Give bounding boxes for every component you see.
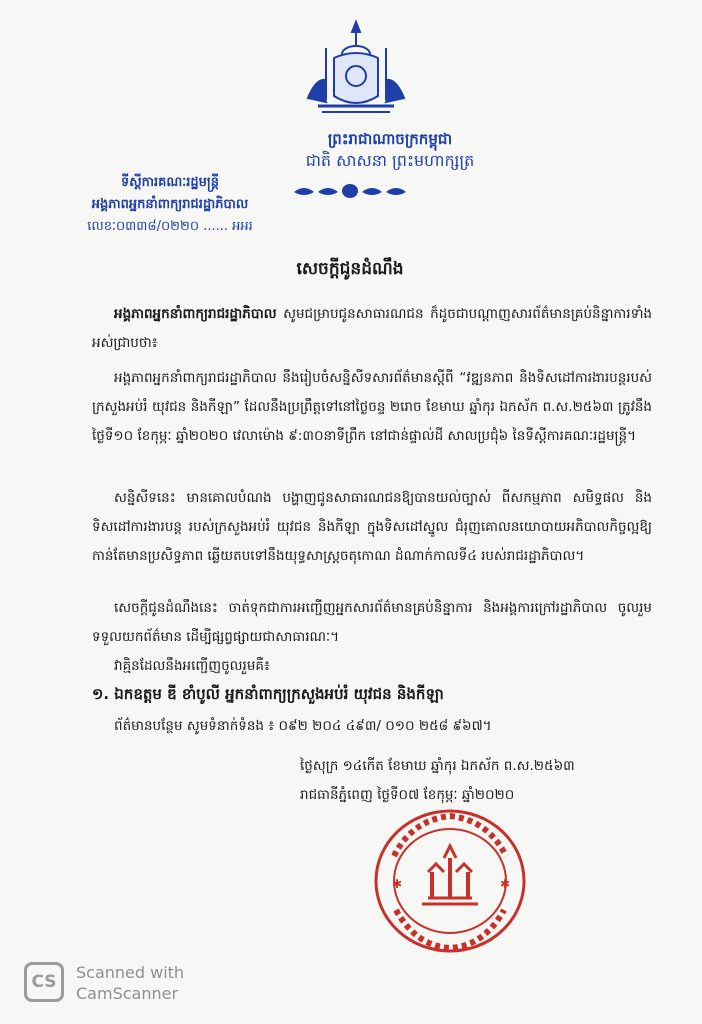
kingdom-name: ព្រះរាជាណាចក្រកម្ពុជា bbox=[327, 130, 453, 148]
lunar-date: ថ្ងៃសុក្រ ១៤កើត ខែមាឃ ឆ្នាំកុរ ឯកស័ក ព.ស.២៥៦៣ bbox=[300, 758, 575, 774]
solar-date: រាជធានីភ្នំពេញ ថ្ងៃទី០៧ ខែកុម្ភៈ ឆ្នាំ២០២០ bbox=[300, 787, 515, 803]
paragraph-contact bbox=[92, 712, 652, 741]
event-text: អង្គភាពអ្នកនាំពាក្យរាជរដ្ឋាភិបាល នឹងរៀបចំសន្និសីទសារព័ត៌មានស្តីពី “វឌ្ឍនភាព និងទិសដៅការងារបន្តរបស់ក្រសួងអប់រំ យុវជន និងកីឡា” ដែលនឹងប្រព្រឹត្តទៅនៅថ្ងៃចន្ទ ២រោច ខែមាឃ ឆ្នាំកុរ ឯកស័ក ព.ស.២៥៦៣ ត្រូវនឹងថ្ងៃទី១០ ខែកុម្ភៈ ឆ្នាំ២០២០ វេលាម៉ោង ៩:៣០នាទីព្រឹក នៅជាន់ផ្ទាល់ដី សាលប្រជុំ៦ នៃទីស្តីការគណៈរដ្ឋមន្ត្រី។ bbox=[92, 370, 652, 444]
national-motto: ជាតិ សាសនា ព្រះមហាក្សត្រ bbox=[305, 151, 475, 170]
ministry-line-1: ទីស្តីការគណៈរដ្ឋមន្ត្រី bbox=[121, 175, 219, 190]
document-title: សេចក្តីជូនដំណឹង bbox=[296, 259, 404, 279]
ornament-divider-icon bbox=[290, 180, 410, 202]
paragraph-event bbox=[92, 364, 652, 451]
kingdom-heading bbox=[280, 128, 500, 172]
paragraph-intro bbox=[92, 300, 652, 358]
paragraph-invitation bbox=[92, 594, 652, 652]
contact-text: ព័ត៌មានបន្ថែម សូមទំនាក់ទំនង ៖ ០៩២ ២០៤ ៤៩៣/ ០១០ ២៥៨ ៩៦៧។ bbox=[114, 718, 492, 734]
speakers-intro-text: វាគ្មិនដែលនឹងអញ្ជើញចូលរួមគឺ៖ bbox=[114, 658, 270, 674]
official-stamp bbox=[372, 806, 528, 956]
watermark-line-1: Scanned with bbox=[76, 963, 185, 982]
ministry-line-2: អង្គភាពអ្នកនាំពាក្យរាជរដ្ឋាភិបាល bbox=[91, 197, 249, 212]
svg-text:✱: ✱ bbox=[500, 877, 511, 891]
scanner-watermark bbox=[76, 962, 184, 1004]
paragraph-speakers-intro bbox=[92, 652, 652, 681]
camscanner-logo: CS bbox=[24, 962, 64, 1002]
svg-text:✱: ✱ bbox=[392, 877, 403, 891]
speaker-item bbox=[92, 680, 652, 709]
paragraph-purpose bbox=[92, 484, 652, 571]
purpose-text: សន្និសីទនេះ មានគោលបំណង បង្ហាញជូនសាធារណជនឱ្យបានយល់ច្បាស់ ពីសកម្មភាព សមិទ្ធផល និងទិសដៅការងារបន្ត របស់ក្រសួងអប់រំ យុវជន និងកីឡា ក្នុងទិសដៅស្នូល ជំរុញគោលនយោបាយអភិបាលកិច្ចល្អឱ្យកាន់តែមានប្រសិទ្ធភាព ឆ្លើយតបទៅនឹងយុទ្ធសាស្ត្រចតុកោណ ដំណាក់កាលទី៤ របស់រាជរដ្ឋាភិបាល។ bbox=[92, 490, 652, 564]
reference-number: លេខៈ០៣៣៨/០២២០ ...... អអរ bbox=[87, 219, 253, 234]
watermark-line-2: CamScanner bbox=[76, 984, 179, 1003]
intro-rest: សូមជម្រាបជូនសាធារណជន ក៏ដូចជាបណ្តាញសារព័ត៌មានគ្រប់និន្នាការទាំងអស់ជ្រាបថា៖ bbox=[92, 306, 652, 351]
intro-lead: អង្គភាពអ្នកនាំពាក្យរាជរដ្ឋាភិបាល bbox=[114, 306, 277, 322]
invitation-text: សេចក្តីជូនដំណឹងនេះ ចាត់ទុកជាការអញ្ជើញអ្នកសារព័ត៌មានគ្រប់និន្នាការ និងអង្គការក្រៅរដ្ឋាភិបាល ចូលរួមទទួលយកព័ត៌មាន ដើម្បីផ្សព្វផ្សាយជាសាធារណៈ។ bbox=[92, 600, 652, 645]
speaker-text: ១. ឯកឧត្តម ឌី ខាំបូលី អ្នកនាំពាក្យក្រសួងអប់រំ យុវជន និងកីឡា bbox=[92, 685, 444, 703]
royal-coat-of-arms bbox=[296, 18, 416, 118]
date-block bbox=[300, 752, 660, 810]
issuing-office bbox=[50, 172, 290, 238]
